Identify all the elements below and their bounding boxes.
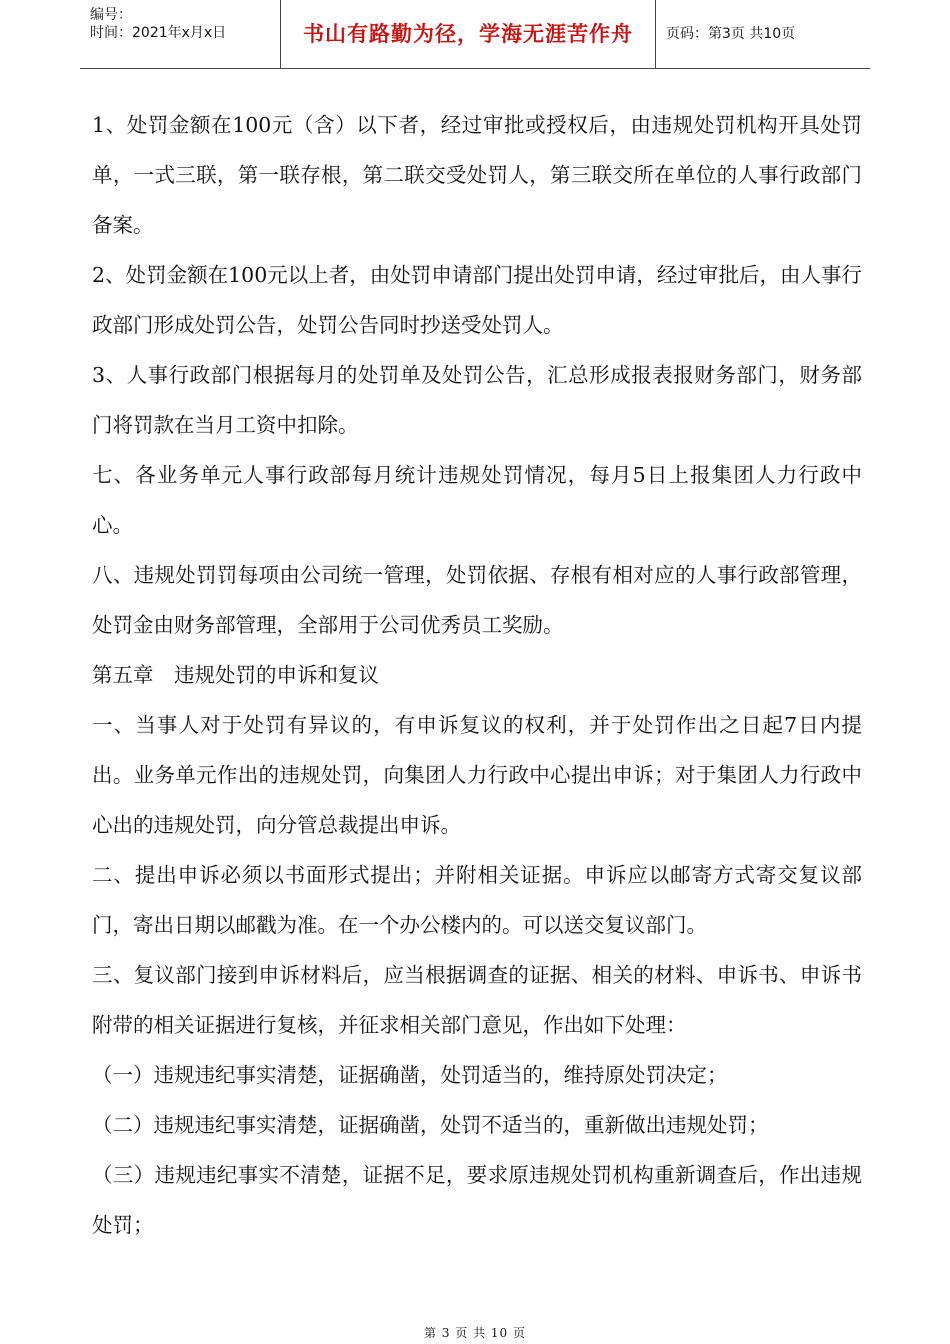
paragraph: 一、当事人对于处罚有异议的，有申诉复议的权利，并于处罚作出之日起7日内提出。业务单元作出的违规处罚，向集团人力行政中心提出申诉；对于集团人力行政中心出的违规处罚，向分管总裁提出申诉。 xyxy=(92,713,862,837)
header-meta xyxy=(80,0,281,68)
paragraph: 3、人事行政部门根据每月的处罚单及处罚公告，汇总形成报表报财务部门，财务部门将罚款在当月工资中扣除。 xyxy=(92,363,862,437)
paragraph: （一）违规违纪事实清楚，证据确凿，处罚适当的，维持原处罚决定； xyxy=(92,1063,728,1087)
paragraph: 2、处罚金额在100元以上者，由处罚申请部门提出处罚申请，经过审批后，由人事行政部门形成处罚公告，处罚公告同时抄送受处罚人。 xyxy=(92,263,862,337)
paragraph: 1、处罚金额在100元（含）以下者，经过审批或授权后，由违规处罚机构开具处罚单，一式三联，第一联存根，第二联交受处罚人，第三联交所在单位的人事行政部门备案。 xyxy=(92,113,862,237)
chapter-heading: 第五章 违规处罚的申诉和复议 xyxy=(92,663,379,687)
document-time-label: 时间：2021年x月x日 xyxy=(90,25,227,41)
paragraph: 二、提出申诉必须以书面形式提出；并附相关证据。申诉应以邮寄方式寄交复议部门，寄出日期以邮戳为准。在一个办公楼内的。可以送交复议部门。 xyxy=(92,863,862,937)
paragraph: 七、各业务单元人事行政部每月统计违规处罚情况，每月5日上报集团人力行政中心。 xyxy=(92,463,862,537)
paragraph: （二）违规违纪事实清楚，证据确凿，处罚不适当的，重新做出违规处罚； xyxy=(92,1113,769,1137)
page-footer: 第 3 页 共 10 页 xyxy=(424,1326,526,1340)
paragraph: （三）违规违纪事实不清楚，证据不足，要求原违规处罚机构重新调查后，作出违规处罚； xyxy=(92,1163,862,1237)
page-header xyxy=(80,0,870,69)
header-page-info: 页码：第3页 共10页 xyxy=(666,26,796,42)
paragraph: 三、复议部门接到申诉材料后，应当根据调查的证据、相关的材料、申诉书、申诉书附带的相关证据进行复核，并征求相关部门意见，作出如下处理： xyxy=(92,963,862,1037)
paragraph: 八、违规处罚罚每项由公司统一管理，处罚依据、存根有相对应的人事行政部管理，处罚金由财务部管理，全部用于公司优秀员工奖励。 xyxy=(92,563,862,637)
header-motto: 书山有路勤为径，学海无涯苦作舟 xyxy=(281,0,656,68)
document-number-label: 编号： xyxy=(90,7,132,23)
document-body xyxy=(92,100,862,1250)
